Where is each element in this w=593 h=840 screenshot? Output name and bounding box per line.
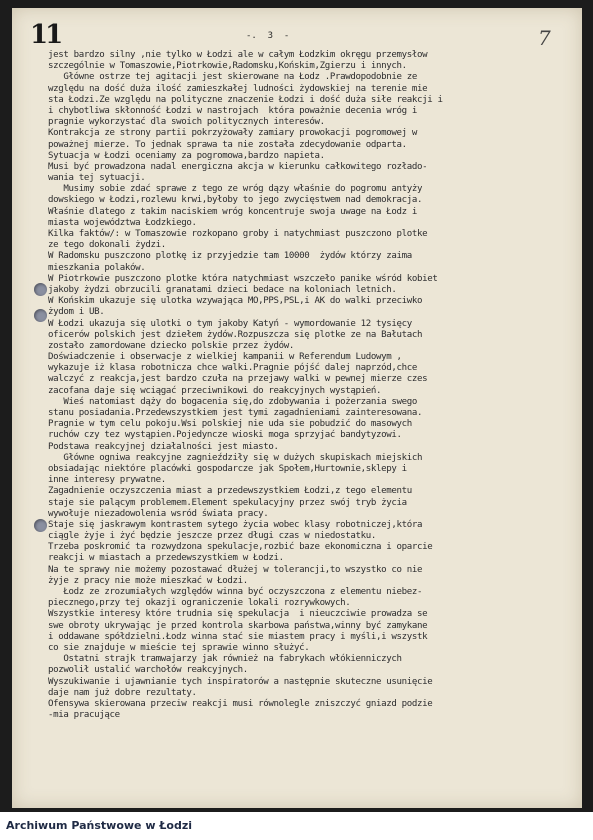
handwritten-mark-left: 11 bbox=[30, 20, 61, 50]
text-line: ciągle żyje i żyć będzie jeszcze przez długi czas w niedostatku. bbox=[48, 531, 376, 542]
text-line: i oddawane spółdzielni.Łodz winna stać sie miastem pracy i myśli,i wszystk bbox=[48, 631, 428, 642]
text-line: jest bardzo silny ,nie tylko w Łodzi ale w całym Łodzkim okręgu przemysłow bbox=[48, 50, 428, 60]
text-line: swe obroty ukrywając je przed kontrola skarbowa państwa,winny być zamykane bbox=[48, 620, 428, 631]
text-line: Na te sprawy nie możemy pozostawać dłużej w tolerancji,to wszystko co nie bbox=[48, 564, 423, 575]
text-line: pozwolił ustalić warchołów reakcyjnych. bbox=[48, 665, 248, 676]
text-line: Łodz ze zrozumiałych względów winna być oczyszczona z elementu niebez- bbox=[48, 587, 423, 597]
text-line: szczególnie w Tomaszowie,Piotrkowie,Radomsku,Końskim,Zgierzu i innych. bbox=[48, 61, 407, 72]
text-line: Zagadnienie oczyszczenia miast a przedewszystkiem Łodzi,z tego elementu bbox=[48, 486, 412, 497]
text-line: pragnie wykorzystać dla swoich politycznych interesów. bbox=[48, 117, 325, 128]
text-line: Wyszukiwanie i ujawnianie tych inspiratorów a następnie skuteczne usunięcie bbox=[48, 676, 433, 687]
text-line: mieszkania polaków. bbox=[48, 262, 146, 273]
text-line: Musimy sobie zdać sprawe z tego ze wróg dązy właśnie do pogromu antyży bbox=[48, 184, 423, 195]
text-line: Trzeba poskromić ta rozwydzona spekulacje,rozbić baze ekonomiczna i oparcie bbox=[48, 542, 433, 553]
text-line: Główne ostrze tej agitacji jest skierowane na Łodz .Prawdopodobnie ze bbox=[48, 72, 417, 83]
text-line: Ostatni strajk tramwajarzy jak również na fabrykach włókienniczych bbox=[48, 654, 402, 665]
text-line: Musi być prowadzona nadal energiczna akcja w kierunku całkowitego rozłado- bbox=[48, 161, 428, 172]
text-line: walczyć z reakcja,jest bardzo czuła na przejawy walki w pewnej mierze czes bbox=[48, 374, 428, 385]
text-line: reakcji w miastach a przedewszystkiem w Łodzi. bbox=[48, 553, 284, 564]
text-line: Wieś natomiast dąży do bogacenia się,do zdobywania i pożerzania swego bbox=[48, 396, 417, 407]
text-line: daje nam już dobre rezultaty. bbox=[48, 687, 197, 698]
handwritten-page-number: 7 bbox=[538, 26, 551, 50]
punch-hole bbox=[34, 309, 47, 322]
text-line: i chybotliwa skłonność Łodzi w nastrojach która poważnie decenia wróg i bbox=[48, 105, 417, 116]
punch-hole bbox=[34, 283, 47, 296]
text-line: jakoby żydzi obrzucili granatami dzieci bedace na koloniach letnich. bbox=[48, 284, 397, 295]
text-line: Kilka faktów/: w Tomaszowie rozkopano groby i natychmiast puszczono plotke bbox=[48, 229, 428, 239]
text-line: poważnej mierze. To jednak sprawa ta nie została zdecydowanie odparta. bbox=[48, 139, 407, 150]
text-line: sta Łodzi.Ze względu na polityczne znaczenie Łodzi i dość duża siłe reakcji i bbox=[48, 94, 443, 105]
text-line: względu na dość duża ilość zamieszkałej ludności żydowskiej na terenie mie bbox=[48, 83, 428, 94]
text-line: co sie znajduje w mieście tej sprawie winno służyć. bbox=[48, 642, 310, 653]
text-line: Doświadczenie i obserwacje z wielkiej kampanii w Referendum Ludowym , bbox=[48, 352, 402, 363]
text-line: miasta województwa Łodzkiego. bbox=[48, 217, 197, 228]
text-line: zostało zamordowane dziecko polskie przez żydów. bbox=[48, 340, 294, 351]
text-line: Wszystkie interesy które trudnia się spekulacja i nieuczciwie prowadza se bbox=[48, 609, 428, 620]
text-line: ruchów czy tez wystąpien.Pojedyncze wioski moga sprzyjać bandytyzowi. bbox=[48, 430, 402, 441]
text-line: żyje z pracy nie może mieszkać w Łodzi. bbox=[48, 575, 248, 586]
text-line: W Łodzi ukazuja się ulotki o tym jakoby Katyń - wymordowanie 12 tysięcy bbox=[48, 318, 412, 329]
text-line: W Radomsku puszczono plotkę iz przyjedzie tam 10000 żydów którzy zaima bbox=[48, 251, 412, 262]
text-line: piecznego,przy tej okazji ograniczenie lokali rozrywkowych. bbox=[48, 598, 351, 609]
text-line: Podstawa reakcyjnej działalności jest miasto. bbox=[48, 441, 279, 452]
text-line: Właśnie dlatego z takim naciskiem wróg koncentruje swoja uwage na Łodz i bbox=[48, 206, 417, 217]
text-line: wania tej sytuacji. bbox=[48, 173, 146, 184]
punch-hole bbox=[34, 519, 47, 532]
text-line: dowskiego w Łodzi,rozlewu krwi,byłoby to jego zwycięstwem nad demokracja. bbox=[48, 195, 423, 206]
text-line: zacofana daje się wciągać przeciwnikowi do reakcyjnych wystąpień. bbox=[48, 385, 382, 396]
text-line: żydom i UB. bbox=[48, 307, 105, 318]
archive-name: Archiwum Państwowe w Łodzi bbox=[6, 819, 193, 832]
text-line: Staje się jaskrawym kontrastem sytego życia wobec klasy robotniczej,która bbox=[48, 519, 423, 530]
text-line: Główne ogniwa reakcyjne zagnieździły się w dużych skupiskach miejskich bbox=[48, 452, 423, 463]
text-line: Pragnie w tym celu pokoju.Wsi polskiej nie uda sie pobudzić do masowych bbox=[48, 419, 412, 430]
text-line: ze tego dokonali żydzi. bbox=[48, 240, 166, 251]
text-line: wykazuje iż klasa robotnicza chce walki.Pragnie pójść dalej naprzód,chce bbox=[48, 363, 417, 374]
text-line: wywołuje niezadowolenia wsród świata pracy. bbox=[48, 508, 269, 519]
text-line: inne interesy prywatne. bbox=[48, 475, 166, 486]
document-body-text bbox=[48, 50, 578, 721]
text-line: staje sie palącym problemem.Element spekulacyjny przez swój tryb życia bbox=[48, 497, 407, 508]
text-line: W Końskim ukazuje się ulotka wzywająca MO,PPS,PSL,i AK do walki przeciwko bbox=[48, 296, 423, 307]
text-line: oficerów polskich jest dziełem żydów.Rozpuszcza się plotke ze na Bałutach bbox=[48, 329, 423, 340]
text-line: obsiadając niektóre placówki gospodarcze jak Społem,Hurtownie,sklepy i bbox=[48, 463, 407, 474]
page-marker: -. 3 - bbox=[246, 31, 290, 41]
text-line: Ofensywa skierowana przeciw reakcji musi równolegle zniszczyć gniazd podzie bbox=[48, 698, 433, 709]
archive-footer bbox=[0, 812, 593, 840]
text-line: Kontrakcja ze strony partii pokrzyżowały zamiary prowokacji pogromowej w bbox=[48, 128, 417, 139]
text-line: -mia pracujące bbox=[48, 710, 120, 721]
text-line: Sytuacja w Łodzi oceniamy za pogromowa,bardzo napieta. bbox=[48, 150, 325, 161]
text-line: stanu posiadania.Przedewszystkiem jest tymi zagadnieniami zainteresowana. bbox=[48, 408, 423, 418]
text-line: W Piotrkowie puszczono plotke która natychmiast wszczeło panike wśród kobiet bbox=[48, 273, 438, 284]
